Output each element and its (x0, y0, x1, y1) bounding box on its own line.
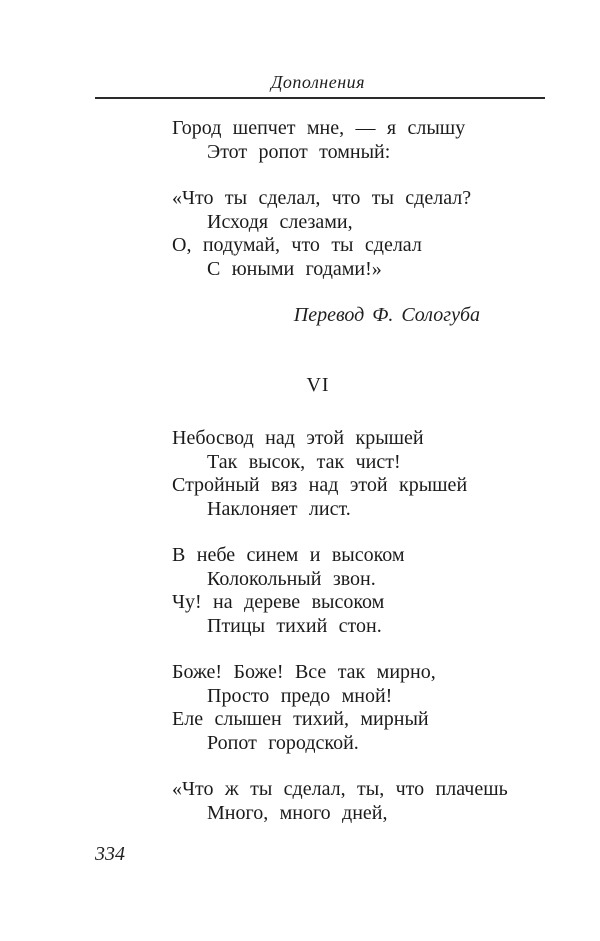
poem-line: Боже! Боже! Все так мирно, (172, 661, 436, 683)
poem-line: Наклоняет лист. (207, 497, 351, 520)
section-number: VI (306, 373, 330, 396)
poem-line: Еле слышен тихий, мирный (172, 708, 429, 730)
poem-line: Птицы тихий стон. (207, 614, 382, 637)
stanza-5 (172, 661, 600, 755)
stanza-1 (172, 117, 600, 164)
running-head: Дополнения (270, 72, 366, 92)
poem-body (0, 117, 600, 825)
poem-line: Небосвод над этой крышей (172, 427, 424, 449)
stanza-4 (172, 544, 600, 638)
poem-line: О, подумай, что ты сделал (172, 234, 422, 256)
poem-line: Так высок, так чист! (207, 450, 401, 473)
header-rule (95, 97, 545, 99)
poem-line: Стройный вяз над этой крышей (172, 474, 468, 496)
poem-line: «Что ж ты сделал, ты, что плачешь (172, 778, 508, 800)
poem-line: Колокольный звон. (207, 567, 376, 590)
translator-attribution: Перевод Ф. Сологуба (293, 304, 480, 326)
poem-line: С юными годами!» (207, 257, 382, 280)
poem-line: Этот ропот томный: (207, 140, 391, 163)
poem-line: Много, много дней, (207, 801, 388, 824)
poem-line: Просто предо мной! (207, 684, 393, 707)
page-number: 334 (95, 843, 125, 865)
stanza-3 (172, 427, 600, 521)
poem-line: Город шепчет мне, — я слышу (172, 117, 466, 139)
poem-line: Ропот городской. (207, 731, 359, 754)
poem-line: Чу! на дереве высоком (172, 591, 385, 613)
poem-line: «Что ты сделал, что ты сделал? (172, 187, 472, 209)
poem-line: Исходя слезами, (207, 210, 353, 233)
stanza-2 (172, 187, 600, 281)
stanza-6 (172, 778, 600, 825)
poem-line: В небе синем и высоком (172, 544, 405, 566)
